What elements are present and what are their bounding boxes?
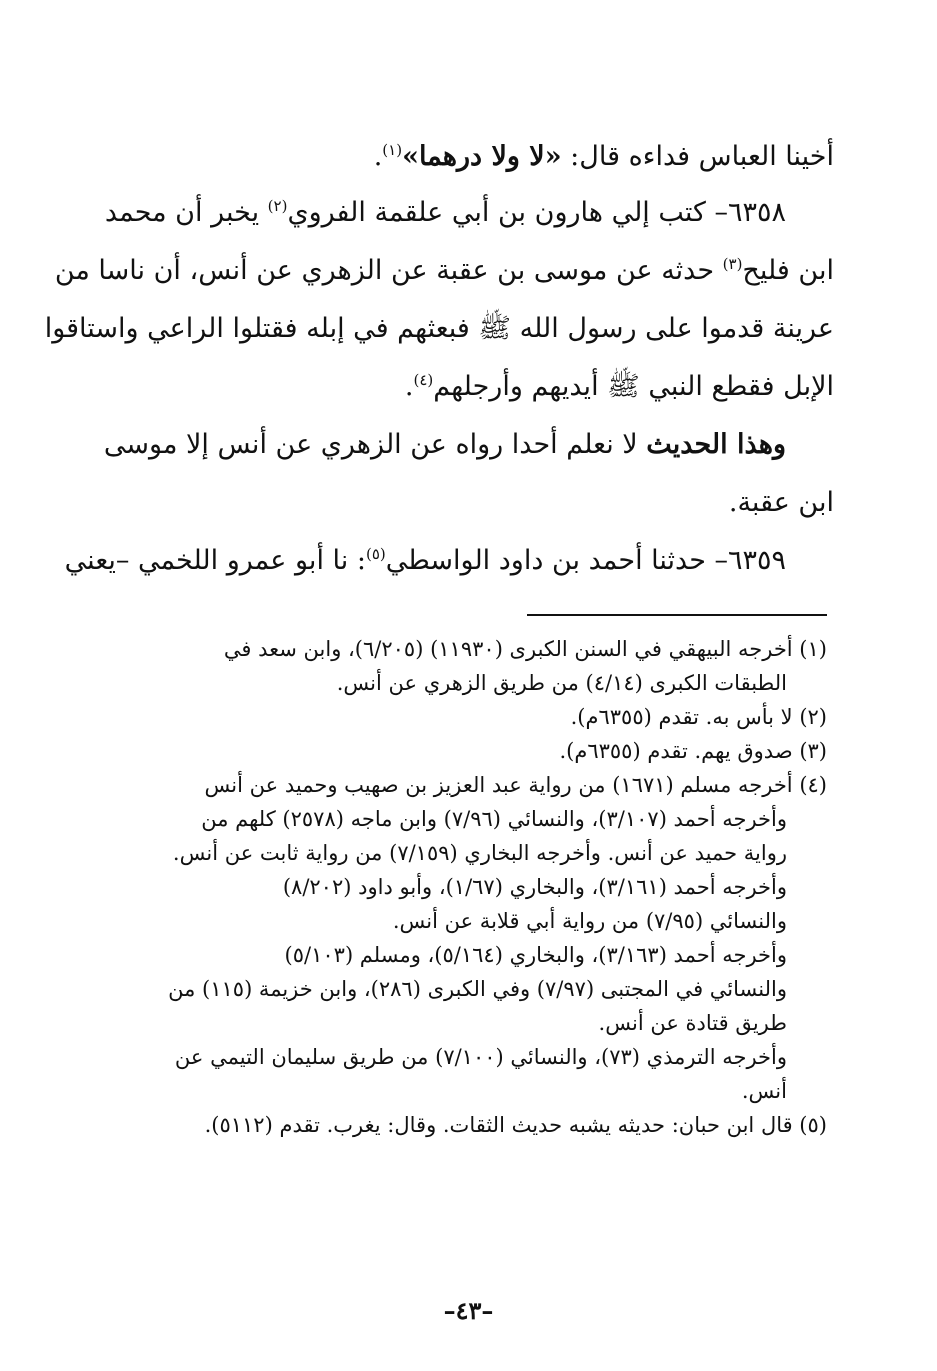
main-text — [44, 128, 834, 590]
footnote-ref-5[interactable]: (٥) — [365, 545, 386, 563]
commentary-line-2: ابن عقبة. — [728, 487, 834, 518]
commentary-line-1: وهذا الحديث لا نعلم أحدا رواه عن الزهري عن أنس إلا موسى — [103, 429, 786, 460]
footnote-ref-4[interactable]: (٤) — [413, 371, 434, 389]
hadith-6358-line-2: ابن فليح$^{(٣)}$ حدثه عن موسى بن عقبة عن الزهري عن أنس، أن ناسا من — [54, 255, 834, 286]
footnote-ref-1[interactable]: (١) — [382, 141, 403, 159]
footnote-4-line-9: وأخرجه الترمذي (٧٣)، والنسائي (٧/١٠٠) من طريق سليمان التيمي عن — [174, 1045, 787, 1069]
footnote-5: (٥) قال ابن حبان: حديثه يشبه حديث الثقات. وقال: يغرب. تقدم (٥١١٢). — [204, 1113, 827, 1137]
quote-bold: «لا ولا درهما» — [402, 141, 562, 172]
hadith-6358-line-3: عرينة قدموا على رسول الله ﷺ فبعثهم في إبله فقتلوا الراعي واستاقوا — [44, 313, 834, 344]
footnote-1-line-1: (١) أخرجه البيهقي في السنن الكبرى (١١٩٣٠) (٦/٢٠٥)، وابن سعد في — [223, 637, 827, 661]
hadith-6358-line-4: الإبل فقطع النبي ﷺ أيديهم وأرجلهم$^{(٤)}$. — [404, 371, 834, 402]
footnote-1-line-2: الطبقات الكبرى (٤/١٤) من طريق الزهري عن أنس. — [336, 671, 787, 695]
commentary-bold: وهذا الحديث — [646, 429, 786, 460]
footnote-4-line-3: رواية حميد عن أنس. وأخرجه البخاري (٧/١٥٩) من رواية ثابت عن أنس. — [172, 841, 787, 865]
footnote-separator — [527, 614, 827, 616]
footnote-4-line-4: وأخرجه أحمد (٣/١٦١)، والبخاري (١/٦٧)، وأبو داود (٨/٢٠٢) — [282, 875, 787, 899]
footnote-4-line-10: أنس. — [741, 1079, 787, 1103]
footnotes — [112, 632, 827, 1142]
footnote-4-line-5: والنسائي (٧/٩٥) من رواية أبي قلابة عن أنس. — [392, 909, 787, 933]
hadith-6358-line-1: ٦٣٥٨– كتب إلي هارون بن أبي علقمة الفروي$^{(٢)}$ يخبر أن محمد — [104, 197, 786, 228]
footnote-4-line-6: وأخرجه أحمد (٣/١٦٣)، والبخاري (٥/١٦٤)، ومسلم (٥/١٠٣) — [284, 943, 787, 967]
text-line-1: أخينا العباس فداءه قال: «لا ولا درهما»$^{(١)}$. — [373, 141, 834, 172]
footnote-4-line-1: (٤) أخرجه مسلم (١٦٧١) من رواية عبد العزيز بن صهيب وحميد عن أنس — [204, 773, 827, 797]
footnote-ref-2[interactable]: (٢) — [267, 197, 288, 215]
footnote-4-line-8: طريق قتادة عن أنس. — [598, 1011, 787, 1035]
footnote-3: (٣) صدوق يهم. تقدم (٦٣٥٥م). — [559, 739, 827, 763]
footnote-4-line-7: والنسائي في المجتبى (٧/٩٧) وفي الكبرى (٢٨٦)، وابن خزيمة (١١٥) من — [168, 977, 787, 1001]
footnote-ref-3[interactable]: (٣) — [722, 255, 743, 273]
footnote-4-line-2: وأخرجه أحمد (٣/١٠٧)، والنسائي (٧/٩٦) وابن ماجه (٢٥٧٨) كلهم من — [201, 807, 787, 831]
footnote-2: (٢) لا بأس به. تقدم (٦٣٥٥م). — [570, 705, 827, 729]
page-number: –٤٣– — [443, 1296, 494, 1325]
hadith-6359-line-1: ٦٣٥٩– حدثنا أحمد بن داود الواسطي$^{(٥)}$: نا أبو عمرو اللخمي –يعني — [64, 545, 786, 576]
